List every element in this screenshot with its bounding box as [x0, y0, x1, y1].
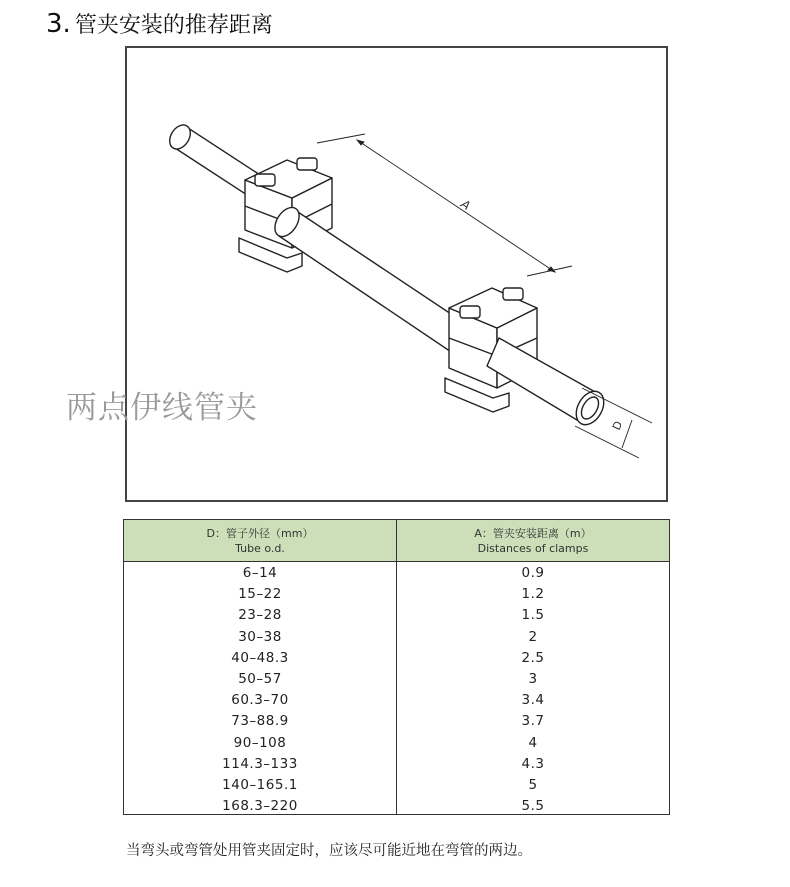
table-cell-distance: 1.5 [521, 607, 545, 624]
header-tube-od-zh: D：管子外径（mm） [206, 526, 314, 540]
table-cell-od: 40–48.3 [231, 649, 289, 666]
table-cell-distance: 1.2 [521, 586, 545, 603]
table-cell-od: 73–88.9 [231, 713, 289, 730]
table-cell-distance: 2.5 [521, 649, 545, 666]
header-clamp-distance [396, 520, 669, 561]
table-header [124, 520, 669, 562]
table-body [124, 562, 669, 814]
section-number: 3. [46, 9, 71, 39]
header-tube-od-en: Tube o.d. [235, 541, 285, 555]
table-cell-od: 140–165.1 [222, 776, 298, 793]
table-cell-distance: 3.4 [521, 692, 545, 709]
table-cell-distance: 3.7 [521, 713, 545, 730]
table-cell-distance: 5.5 [521, 798, 545, 815]
table-cell-od: 168.3–220 [222, 798, 298, 815]
table-cell-od: 6–14 [242, 565, 278, 581]
table-cell-od: 114.3–133 [222, 755, 298, 772]
table-cell-distance: 3 [528, 670, 538, 687]
table-cell-distance: 5 [528, 776, 538, 793]
table-cell-distance: 2 [528, 628, 538, 645]
table-cell-od: 30–38 [238, 628, 282, 645]
section-title: 管夹安装的推荐距离 [74, 13, 273, 38]
table-cell-od: 60.3–70 [231, 692, 289, 709]
dimension-a-label: A [458, 196, 473, 213]
dimension-d-label: D [609, 419, 626, 433]
table-cell-od: 50–57 [238, 670, 282, 687]
table-cell-distance: 4 [528, 734, 538, 751]
clamp-distance-table [123, 519, 670, 815]
header-clamp-distance-en: Distances of clamps [477, 541, 589, 555]
table-cell-od: 90–108 [233, 734, 287, 751]
column-clamp-distance [396, 562, 669, 814]
table-cell-distance: 4.3 [521, 755, 545, 772]
section-heading [46, 8, 273, 40]
watermark-text: 两点伊线管夹 [66, 390, 258, 426]
installation-note: 当弯头或弯管处用管夹固定时，应该尽可能近地在弯管的两边。 [126, 843, 532, 859]
header-tube-od [124, 520, 396, 561]
table-cell-od: 15–22 [238, 586, 282, 603]
table-cell-distance: 0.9 [521, 565, 545, 581]
pipe-clamp-drawing [127, 48, 668, 502]
column-tube-od [124, 562, 396, 814]
pipe-clamp-illustration [125, 46, 668, 502]
table-cell-od: 23–28 [238, 607, 282, 624]
header-clamp-distance-zh: A：管夹安装距离（m） [474, 526, 592, 540]
